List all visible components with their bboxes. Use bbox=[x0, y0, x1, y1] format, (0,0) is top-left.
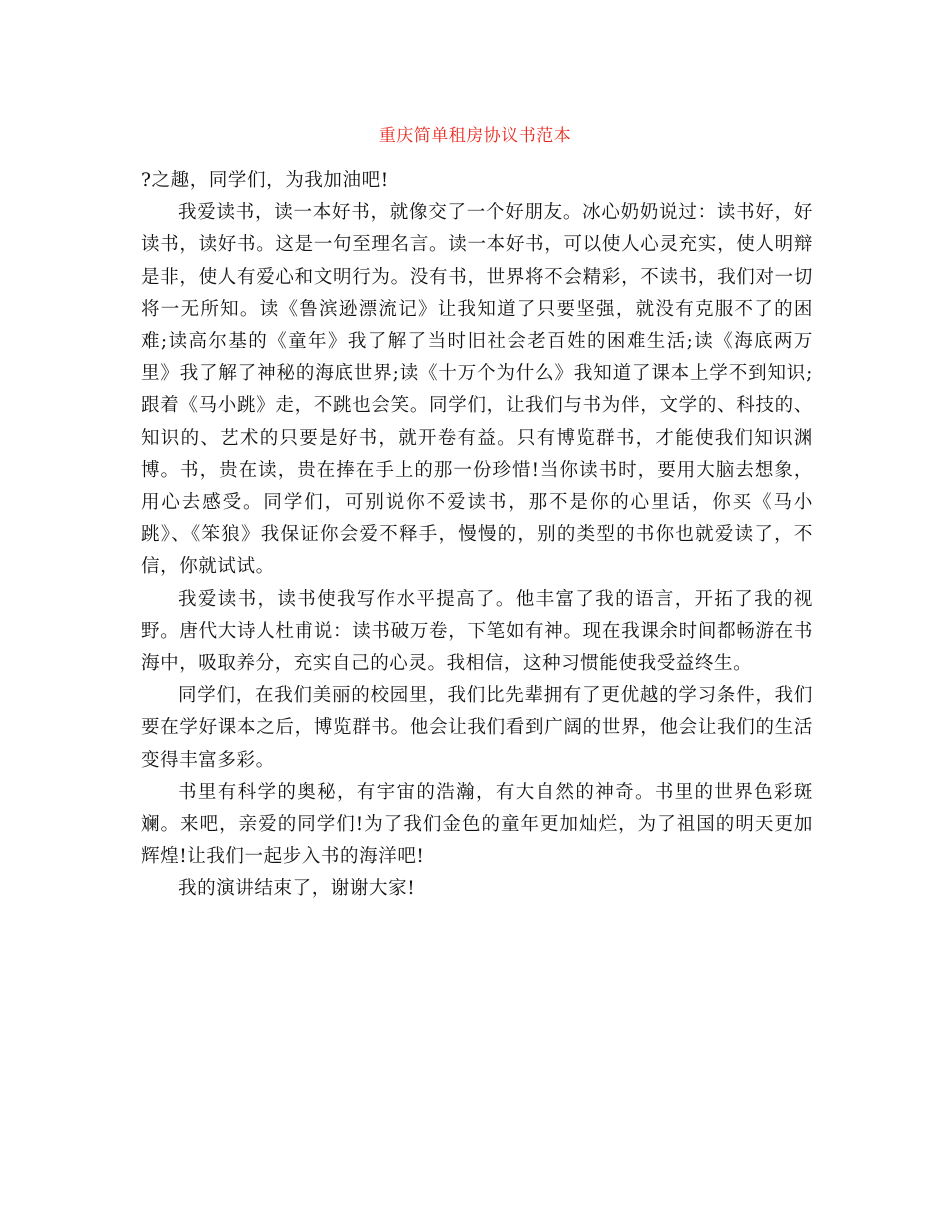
paragraph-5: 书里有科学的奥秘，有宇宙的浩瀚，有大自然的神奇。书里的世界色彩斑斓。来吧，亲爱的同学们!为了我们金色的童年更加灿烂，为了祖国的明天更加辉煌!让我们一起步入书的海洋吧! bbox=[141, 781, 813, 868]
paragraph-3: 我爱读书，读书使我写作水平提高了。他丰富了我的语言，开拓了我的视野。唐代大诗人杜甫说：读书破万卷，下笔如有神。现在我课余时间都畅游在书海中，吸取养分，充实自己的心灵。我相信，这种习惯能使我受益终生。 bbox=[141, 588, 813, 675]
document-body bbox=[141, 165, 813, 906]
paragraph-4: 同学们，在我们美丽的校园里，我们比先辈拥有了更优越的学习条件，我们要在学好课本之后，博览群书。他会让我们看到广阔的世界，他会让我们的生活变得丰富多彩。 bbox=[141, 685, 813, 771]
paragraph-6: 我的演讲结束了，谢谢大家! bbox=[178, 878, 416, 900]
paragraph-2: 我爱读书，读一本好书，就像交了一个好朋友。冰心奶奶说过：读书好，好读书，读好书。这是一句至理名言。读一本好书，可以使人心灵充实，使人明辩是非，使人有爱心和文明行为。没有书，世界将不会精彩，不读书，我们对一切将一无所知。读《鲁滨逊漂流记》让我知道了只要坚强，就没有克服不了的困难;读高尔基的《童年》我了解了当时旧社会老百姓的困难生活;读《海底两万里》我了解了神秘的海底世界;读《十万个为什么》我知道了课本上学不到知识;跟着《马小跳》走，不跳也会笑。同学们，让我们与书为伴，文学的、科技的、知识的、艺术的只要是好书，就开卷有益。只有博览群书，才能使我们知识渊博。书，贵在读，贵在捧在手上的那一份珍惜!当你读书时，要用大脑去想象，用心去感受。同学们，可别说你不爱读书，那不是你的心里话，你买《马小跳》、《笨狼》我保证你会爱不释手，慢慢的，别的类型的书你也就爱读了，不信，你就试试。 bbox=[141, 202, 813, 578]
document-title: 重庆简单租房协议书范本 bbox=[378, 126, 572, 146]
paragraph-1: ?之趣，同学们，为我加油吧! bbox=[141, 170, 389, 191]
